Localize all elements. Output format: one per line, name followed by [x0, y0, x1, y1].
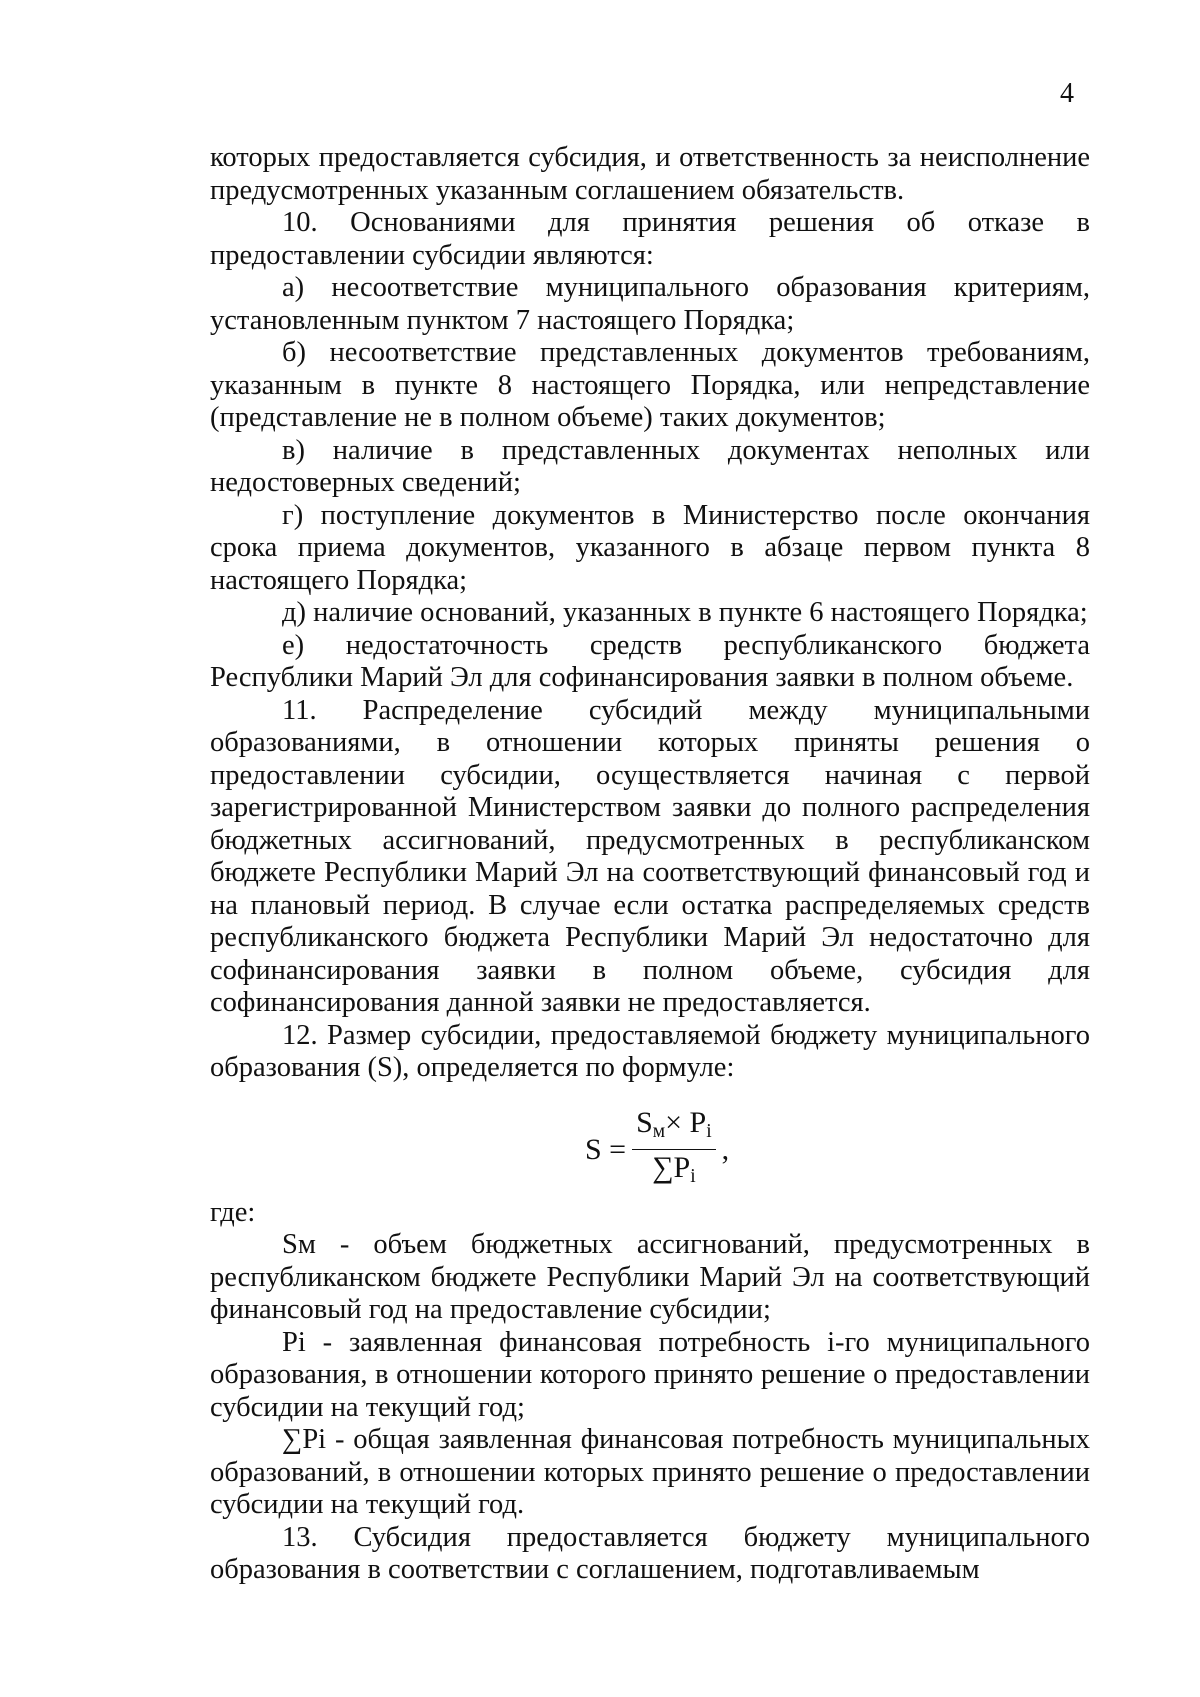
- paragraph: г) поступление документов в Министерство после окончания срока приема документов, указанного в абзаце первом пункта 8 настоящего Порядка;: [210, 499, 1090, 596]
- paragraph: е) недостаточность средств республиканского бюджета Республики Марий Эл для софинансирования заявки в полном объеме.: [210, 629, 1090, 693]
- formula-numerator: $S_м\times P_i$: [632, 1107, 716, 1151]
- formula-denominator: $\sum P_i$: [652, 1151, 696, 1188]
- paragraphs-after: [210, 1229, 1090, 1587]
- paragraph: д) наличие оснований, указанных в пункте 6 настоящего Порядка;: [282, 597, 1088, 628]
- subsidy-formula: [210, 1085, 1090, 1197]
- paragraphs-before: [210, 142, 1090, 1085]
- paragraph: 10. Основаниями для принятия решения об отказе в предоставлении субсидии являются:: [210, 207, 1090, 271]
- paragraph: а) несоответствие муниципального образования критериям, установленным пунктом 7 настоящего Порядка;: [210, 272, 1090, 336]
- paragraph: которых предоставляется субсидия, и ответственность за неисполнение предусмотренных указанным соглашением обязательств.: [210, 142, 1090, 206]
- document-body: [210, 142, 1090, 1587]
- paragraph: Pi - заявленная финансовая потребность i-го муниципального образования, в отношении которого принято решение о предоставлении субсидии на текущий год;: [210, 1326, 1090, 1423]
- paragraph: Sм - объем бюджетных ассигнований, предусмотренных в республиканском бюджете Республики Марий Эл на соответствующий финансовый год на предоставление субсидии;: [210, 1229, 1090, 1325]
- paragraph: в) наличие в представленных документах неполных или недостоверных сведений;: [210, 434, 1090, 498]
- paragraph: ∑Pi - общая заявленная финансовая потребность муниципальных образований, в отношении которых принято решение о предоставлении субсидии на текущий год.: [210, 1424, 1090, 1520]
- paragraph: 11. Распределение субсидий между муниципальными образованиями, в отношении которых приняты решения о предоставлении субсидии, осуществляется начиная с первой зарегистрированной Министерством заявки до полного распределения бюджетных ассигнований, предусмотренных в республиканском бюджете Республики Марий Эл на соответствующий финансовый год и на плановый период. В случае если остатка распределяемых средств республиканского бюджета Республики Марий Эл недостаточно для софинансирования заявки в полном объеме, субсидия для софинансирования данной заявки не предоставляется.: [210, 694, 1090, 1018]
- formula-fraction: [632, 1107, 716, 1194]
- paragraph: б) несоответствие представленных документов требованиям, указанным в пункте 8 настоящего Порядка, или непредставление (представление не в полном объеме) таких документов;: [210, 337, 1090, 433]
- formula-lhs: S =: [585, 1132, 627, 1166]
- paragraph: 12. Размер субсидии, предоставляемой бюджету муниципального образования (S), определяется по формуле:: [210, 1019, 1090, 1083]
- where-label: где:: [210, 1196, 256, 1228]
- paragraph: 13. Субсидия предоставляется бюджету муниципального образования в соответствии с соглашением, подготавливаемым: [210, 1521, 1090, 1585]
- page-number: 4: [1060, 78, 1074, 109]
- formula-comma: ,: [721, 1132, 730, 1166]
